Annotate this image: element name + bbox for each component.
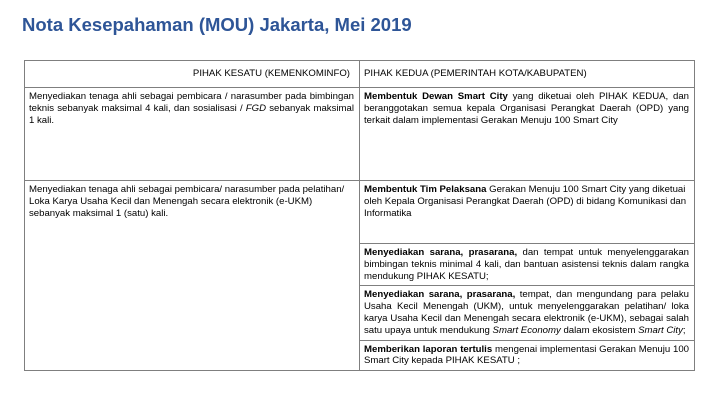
right-2-bold: Membentuk Tim Pelaksana [364,184,487,195]
right-1-bold: Membentuk Dewan Smart City [364,91,508,102]
table-row [25,340,695,371]
right-1-rest: yang diketuai oleh PIHAK KEDUA, dan beranggotakan semua kepala Organisasi Perangkat Daerah (OPD) yang terkait dalam implementasi Gerakan Menuju 100 Smart City [364,91,689,126]
table-row [25,286,695,340]
right-4-italic: Smart Economy [492,324,561,336]
right-cell-3 [360,244,695,286]
left-cell-empty [25,286,360,340]
right-5-bold: Memberikan laporan tertulis [364,343,493,355]
left-cell-2: Menyediakan tenaga ahli sebagai pembicara/ narasumber pada pelatihan/ Loka Karya Usaha Kecil dan Menengah secara elektronik (e-UKM) sebanyak maksimal 1 (satu) kali. [25,181,360,244]
left-cell-1 [25,88,360,181]
table-row [25,88,695,181]
right-4-rest: tempat, dan mengundang para pelaku Usaha Kecil Menengah (UKM), untuk menyelenggarakan pelatihan/ loka karya Usaha Kecil dan Menengah secara elektronik (e-UKM), sebagai salah satu upaya untuk mendukung [364,289,689,336]
left-cell-empty [25,244,360,286]
left-1-text: Menyediakan tenaga ahli sebagai pembicara / narasumber pada bimbingan teknis sebanyak maksimal 4 kali, dan sosialisasi / [29,91,354,114]
page-title: Nota Kesepahaman (MOU) Jakarta, Mei 2019 [22,14,412,35]
right-cell-4 [360,286,695,340]
table-row [25,181,695,244]
header-pihak-kedua: PIHAK KEDUA (PEMERINTAH KOTA/KABUPATEN) [360,61,695,88]
right-4-bold: Menyediakan sarana, prasarana, [364,289,516,301]
left-1-tail: sebanyak maksimal 1 kali. [29,102,354,126]
right-4-italic2: Smart City [638,324,683,336]
right-cell-5 [360,340,695,371]
mou-table [24,60,695,371]
right-2-rest: Gerakan Menuju 100 Smart City yang diketuai oleh Kepala Organisasi Perangkat Daerah (OPD) di bidang Komunikasi dan Informatika [364,184,687,219]
right-3-bold: Menyediakan sarana, prasarana, [364,247,518,258]
right-4-mid: dalam ekosistem [560,324,639,336]
right-3-rest: dan tempat untuk menyelenggarakan bimbingan teknis minimal 4 kali, dan bantuan asistensi teknis dalam rangka mendukung PIHAK KESATU; [364,247,689,282]
left-1-fgd: FGD [245,102,267,114]
right-5-rest: mengenai implementasi Gerakan Menuju 100 Smart City kepada PIHAK KESATU ; [364,343,689,367]
table-header-row [25,61,695,88]
right-cell-1 [360,88,695,181]
right-4-end: ; [682,324,686,336]
left-cell-empty [25,340,360,371]
table-row [25,244,695,286]
right-cell-2 [360,181,695,244]
header-pihak-kesatu: PIHAK KESATU (KEMENKOMINFO) [25,61,360,88]
